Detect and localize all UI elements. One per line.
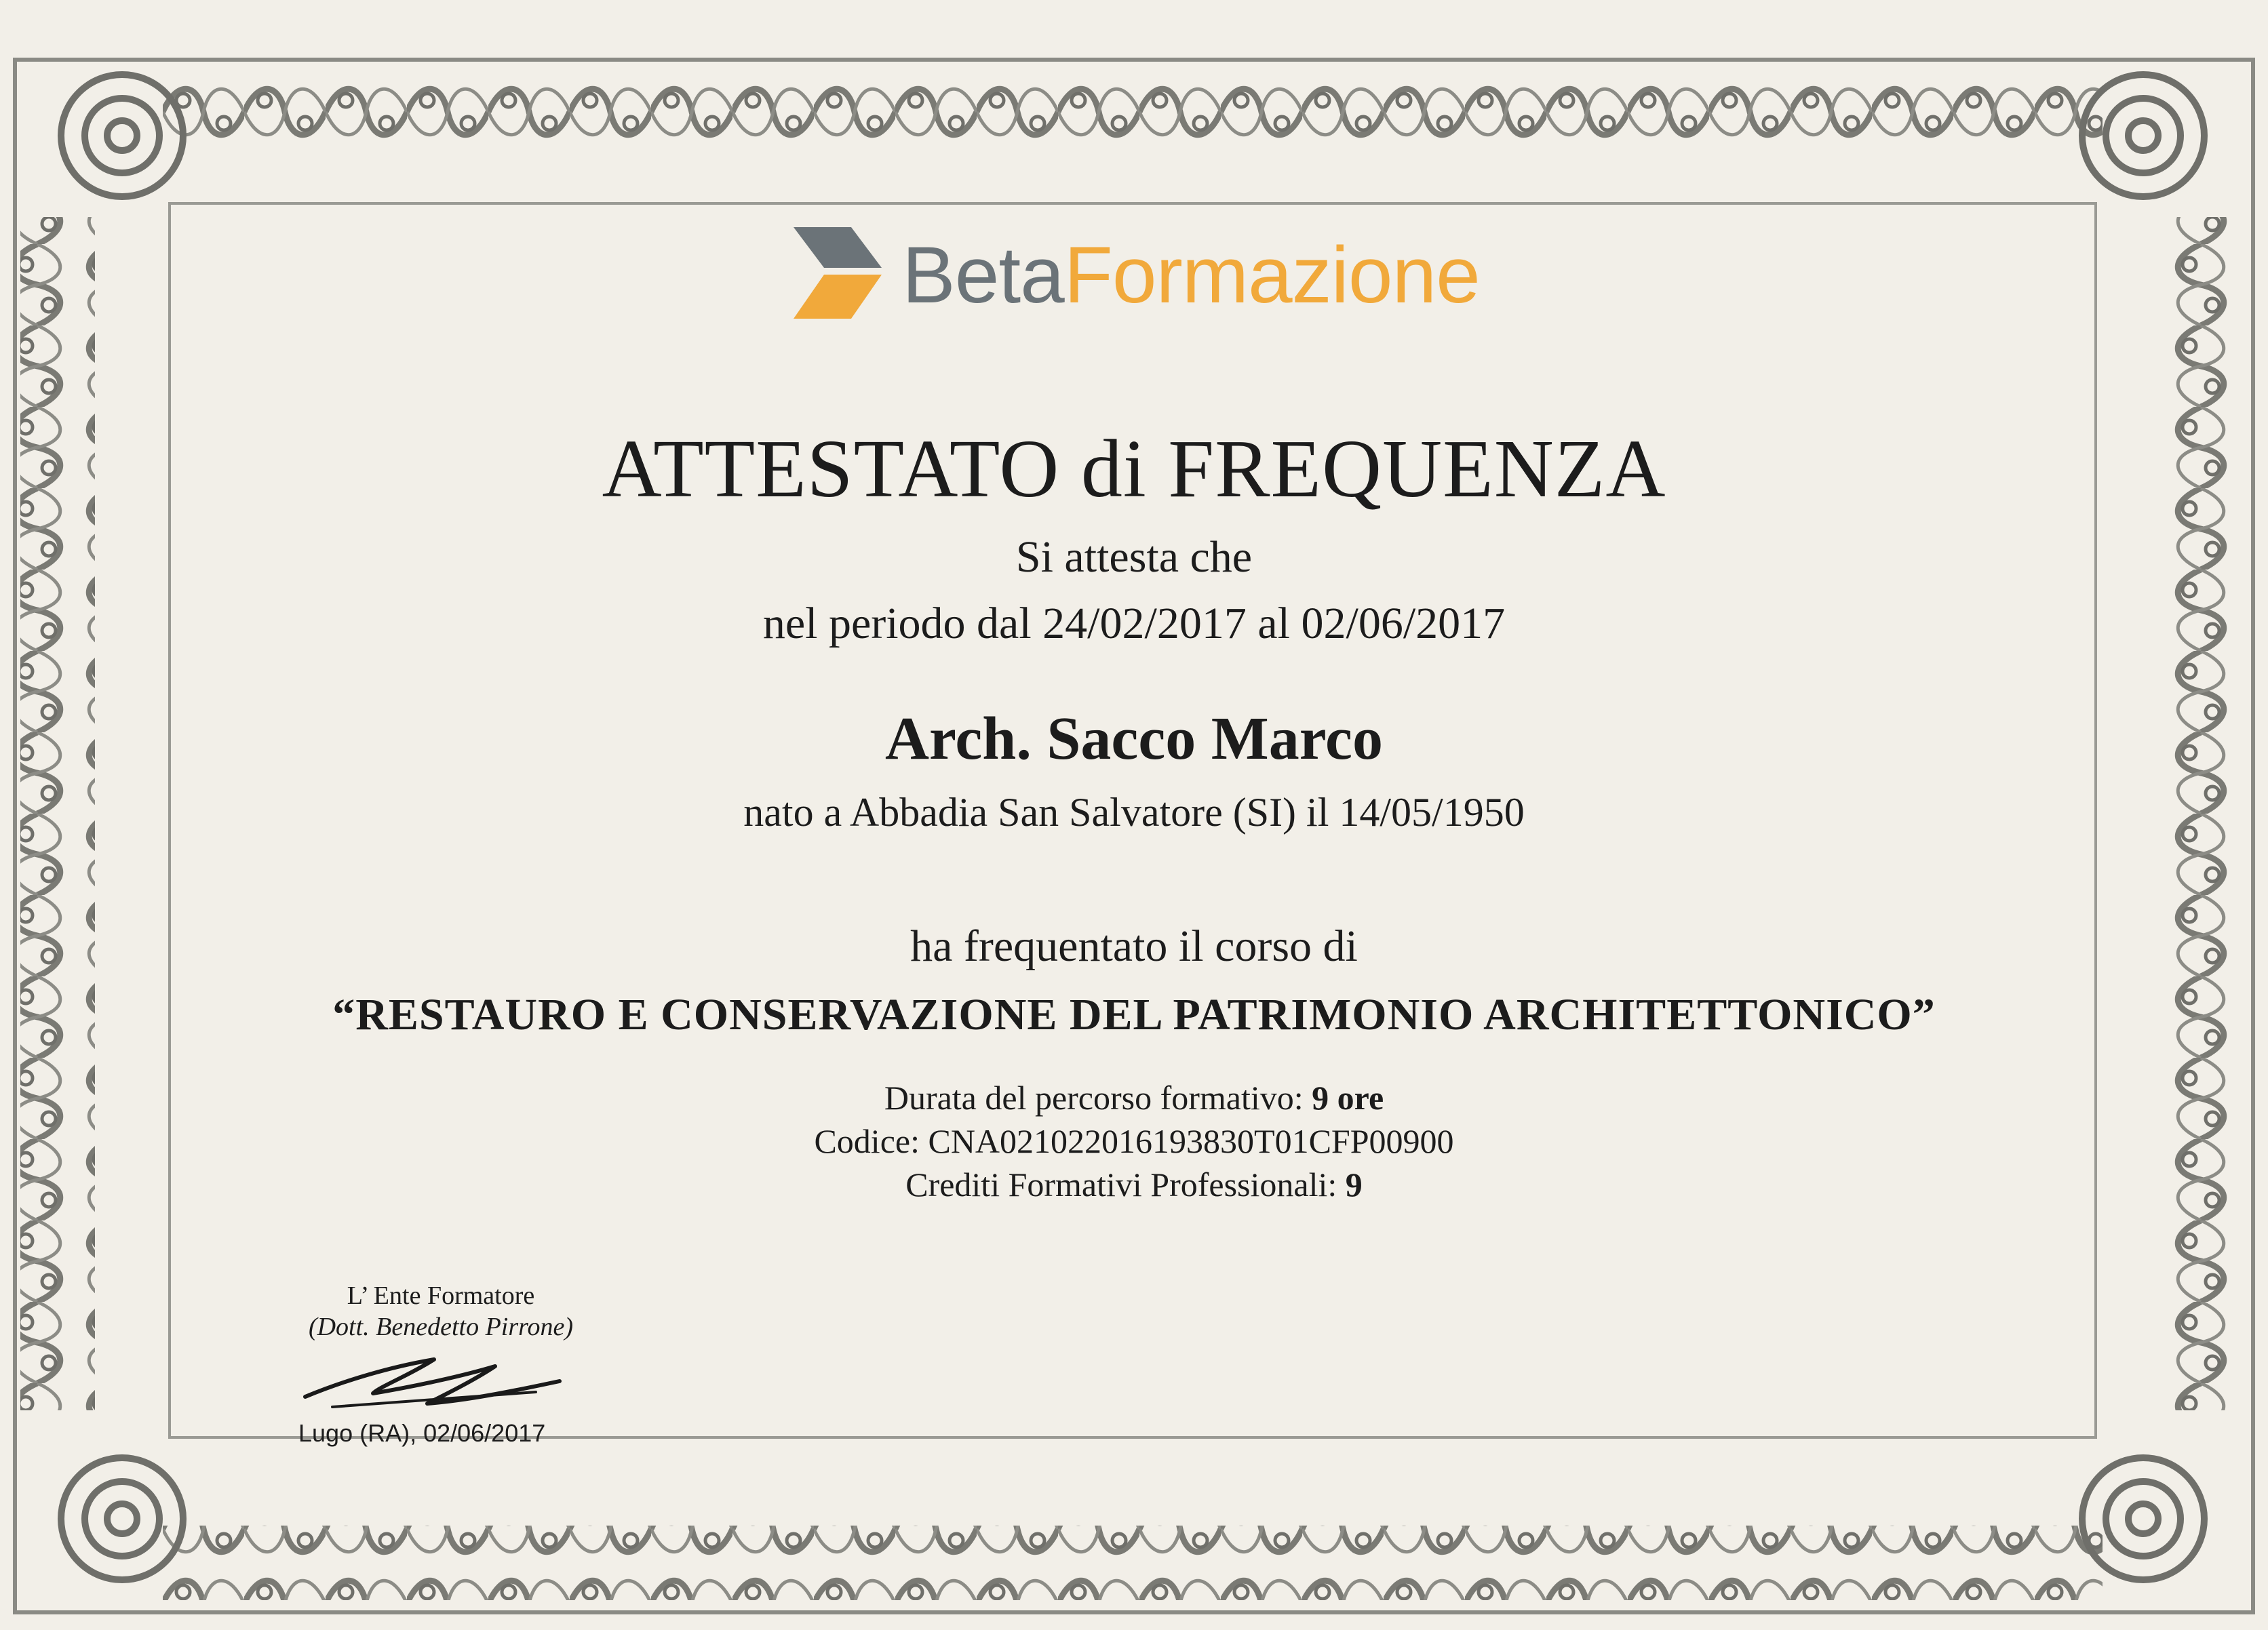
- logo-chevron-icon: [787, 220, 895, 329]
- birth-line: nato a Abbadia San Salvatore (SI) il 14/05/1950: [743, 790, 1525, 835]
- handwritten-signature: [292, 1339, 576, 1420]
- certificate-title: ATTESTATO di FREQUENZA: [602, 423, 1666, 515]
- duration-line: [0, 1077, 2268, 1119]
- brand-logo: [787, 217, 1519, 332]
- logo-word-beta: Beta: [902, 231, 1064, 320]
- attended-line: ha frequentato il corso di: [910, 921, 1358, 971]
- recipient-name: Arch. Sacco Marco: [885, 705, 1383, 772]
- duration-value: 9 ore: [1312, 1079, 1384, 1117]
- period-line: nel periodo dal 24/02/2017 al 02/06/2017: [762, 599, 1506, 648]
- code-line: Codice: CNA021022016193830T01CFP00900: [814, 1122, 1454, 1160]
- logo-word-formazione: Formazione: [1063, 231, 1480, 320]
- place-date: Lugo (RA), 02/06/2017: [298, 1419, 546, 1447]
- logo-wordmark: [902, 229, 1480, 321]
- duration-label: Durata del percorso formativo:: [884, 1079, 1312, 1117]
- signer-name: (Dott. Benedetto Pirrone): [308, 1313, 574, 1341]
- credits-line: [0, 1164, 2268, 1206]
- credits-label: Crediti Formativi Professionali:: [905, 1166, 1346, 1204]
- training-entity-label: L’ Ente Formatore: [347, 1281, 535, 1310]
- signature-block: [265, 1280, 617, 1343]
- course-title: “RESTAURO E CONSERVAZIONE DEL PATRIMONIO ARCHITETTONICO”: [332, 990, 1936, 1039]
- credits-value: 9: [1345, 1166, 1363, 1204]
- intro-line: Si attesta che: [1015, 532, 1253, 582]
